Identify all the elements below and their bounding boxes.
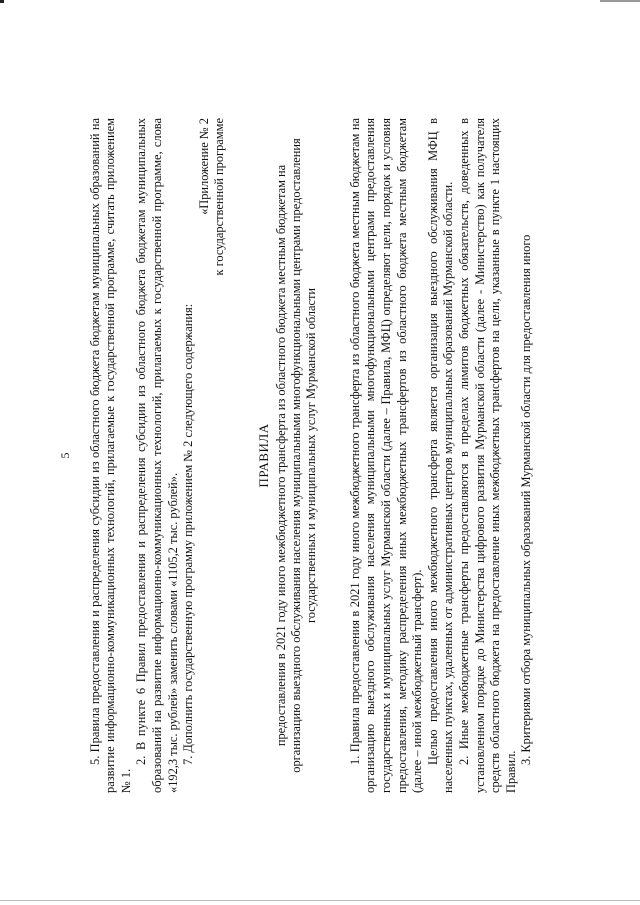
paragraph-text: Дополнить государственную программу приложением № 2 следующего содержания: xyxy=(181,303,196,753)
appendix-line-2: к государственной программе xyxy=(212,118,227,276)
scan-mark xyxy=(600,0,640,2)
appendix-line-1: «Приложение № 2 xyxy=(196,118,211,215)
paragraph-7 xyxy=(181,118,197,793)
paragraph-number: 7. xyxy=(181,755,196,765)
rules-paragraph: 3. Критериями отбора муниципальных образований Мурманской области для предоставления иного xyxy=(519,234,534,765)
paragraph-2 xyxy=(134,118,181,793)
page-number: 5 xyxy=(58,452,72,459)
paragraph-number: 5. xyxy=(87,755,102,765)
rules-paragraph: 2. Иные межбюджетные трансферты предоставляются в пределах лимитов бюджетных обязательств, доведенных в установленном порядке до Министерства цифрового развития Мурманской области (далее - Министерство) как получателя средств областного бюджета на предоставление иных межбюджетных трансфертов на цели, указанные в пункте 1 настоящих Правил. xyxy=(456,118,518,793)
rules-title: ПРАВИЛА xyxy=(255,423,271,488)
paragraph-5 xyxy=(88,118,135,793)
rules-body xyxy=(348,118,535,793)
paragraph-text: В пункте 6 Правил предоставления и распределения субсидии из областного бюджета бюджетам муниципальных образований на развитие информационно-коммуникационных технологий, прилагаемых к государственной программе, слова «192,3 тыс. рублей» заменить словами «1105,2 тыс. рублей». xyxy=(134,118,180,793)
paragraph-number: 2. xyxy=(134,755,149,765)
rules-paragraph: Целью предоставления иного межбюджетного трансферта является организация выездного обслуживания МФЦ в населенных пунктах, удаленных от административных центров муниципальных образований Мурманской области. xyxy=(425,118,456,793)
paragraph-text: Правила предоставления и распределения субсидии из областного бюджета бюджетам муниципальных образований на развитие информационно-коммуникационных технологий, прилагаемые к государственной программе, считать приложением № 1. xyxy=(87,118,133,793)
rules-paragraph: 1. Правила предоставления в 2021 году иного межбюджетного трансферта из областного бюджета местным бюджетам на организацию выездного обслуживания населения муниципальными многофункциональными центрами предоставления государственных и муниципальных услуг Мурманской области (далее – Правила, МФЦ) определяют цели, порядок и условия предоставления, методику распределения иных межбюджетных трансфертов из областного бюджета местным бюджетам (далее – иной межбюджетный трансферт). xyxy=(347,118,425,793)
appendix-label xyxy=(197,118,228,793)
scan-mark xyxy=(0,0,4,3)
rules-subtitle: предоставления в 2021 году иного межбюджетного трансферта из областного бюджета местным бюджетам на организацию выездного обслуживания населения муниципальными многофункциональными центрами предоставления государственных и муниципальных услуг Мурманской области xyxy=(273,138,319,773)
scan-mark xyxy=(0,900,640,901)
